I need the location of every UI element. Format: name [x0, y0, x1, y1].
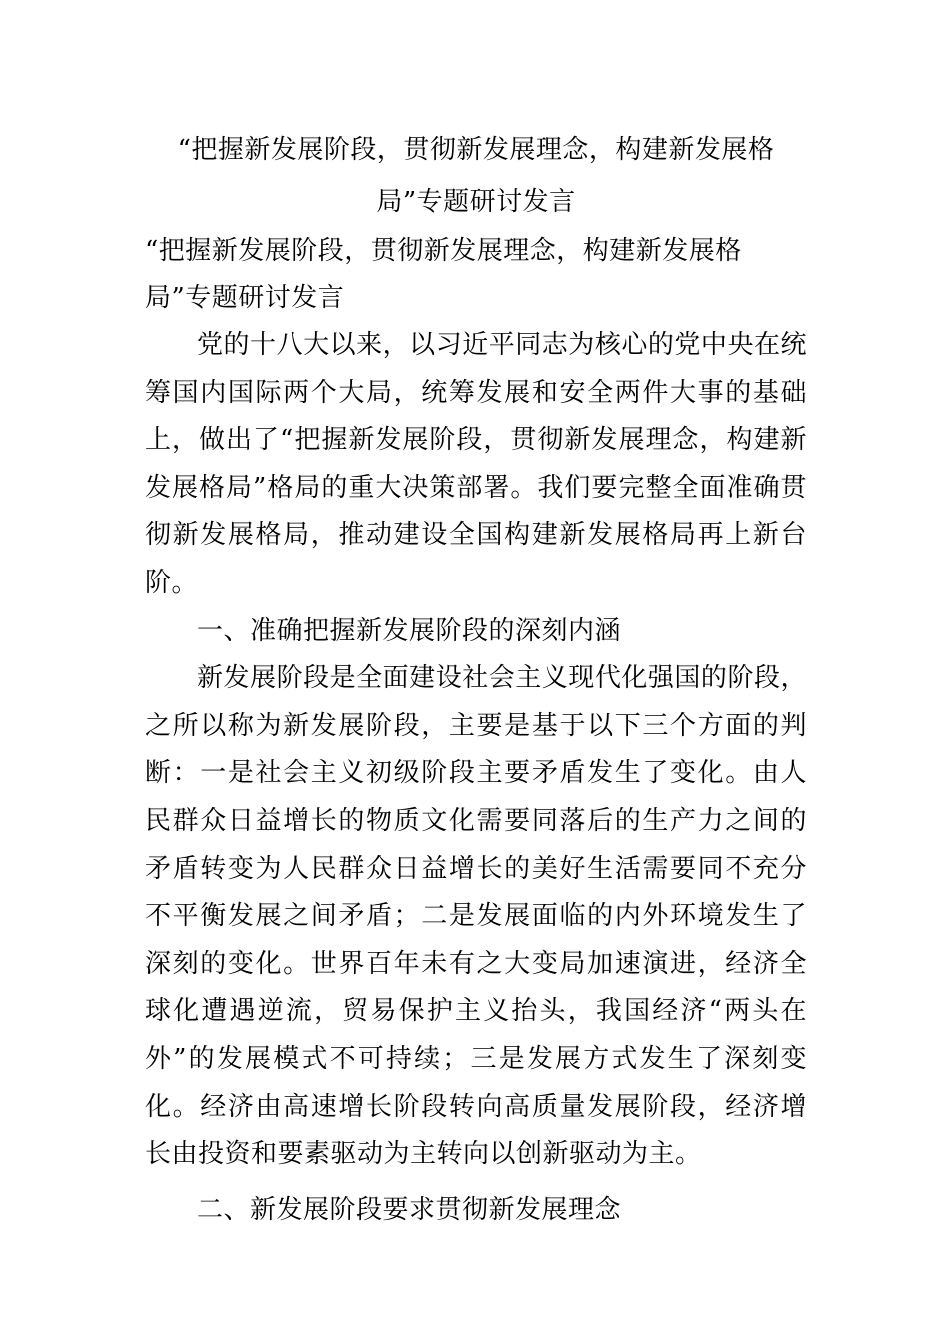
- document-subtitle: “把握新发展阶段，贯彻新发展理念，构建新发展格局”专题研讨发言: [145, 236, 742, 313]
- intro-paragraph: 党的十八大以来，以习近平同志为核心的党中央在统筹国内国际两个大局，统筹发展和安全两件大事的基础上，做出了“把握新发展阶段，贯彻新发展理念，构建新发展格局”格局的重大决策部署。我们要完整全面准确贯彻新发展格局，推动建设全国构建新发展格局再上新台阶。: [145, 330, 807, 598]
- section-1-paragraph: 新发展阶段是全面建设社会主义现代化强国的阶段，之所以称为新发展阶段，主要是基于以下三个方面的判断：一是社会主义初级阶段主要矛盾发生了变化。由人民群众日益增长的物质文化需要同落后的生产力之间的矛盾转变为人民群众日益增长的美好生活需要同不充分不平衡发展之间矛盾；二是发展面临的内外环境发生了深刻的变化。世界百年未有之大变局加速演进，经济全球化遭遇逆流，贸易保护主义抬头，我国经济“两头在外”的发展模式不可持续；三是发展方式发生了深刻变化。经济由高速增长阶段转向高质量发展阶段，经济增长由投资和要素驱动为主转向以创新驱动为主。: [145, 663, 807, 1170]
- document-page: [145, 124, 807, 1234]
- document-title: “把握新发展阶段，贯彻新发展理念，构建新发展格局”专题研讨发言: [177, 135, 775, 217]
- section-1-heading: 一、准确把握新发展阶段的深刻内涵: [197, 615, 622, 646]
- section-2-heading: 二、新发展阶段要求贯彻新发展理念: [197, 1194, 622, 1225]
